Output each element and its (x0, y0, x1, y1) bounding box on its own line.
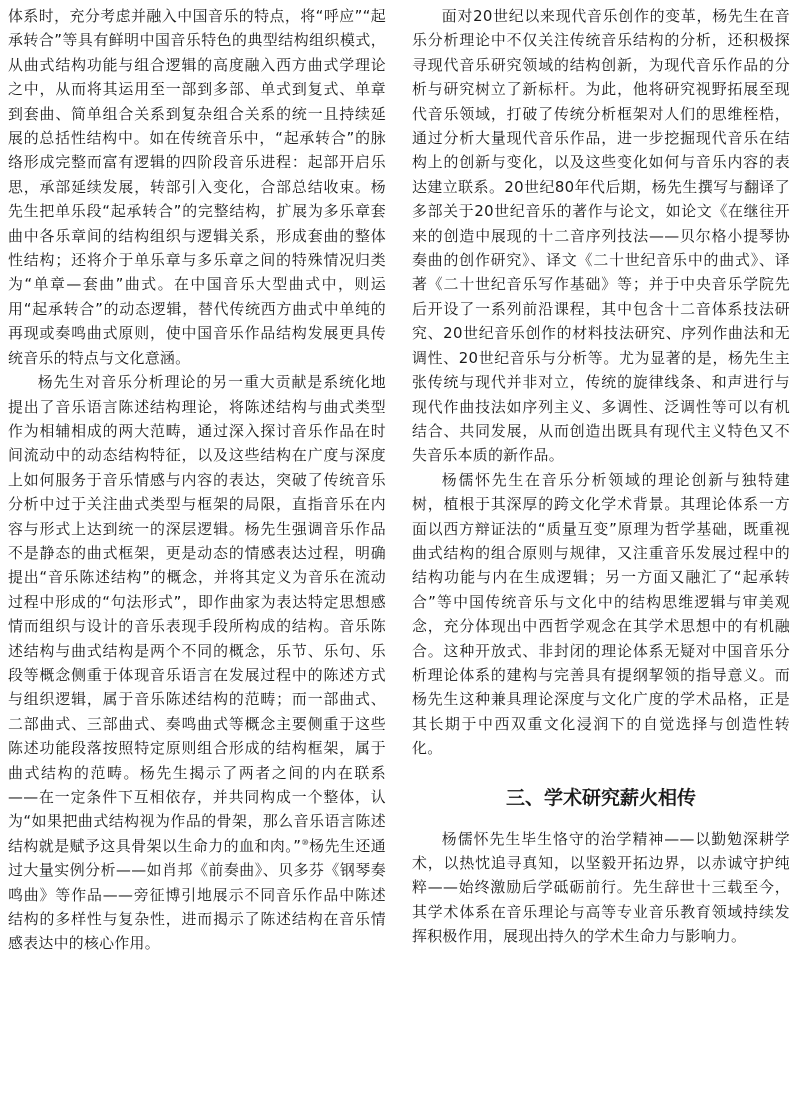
paragraph-theory-innovation: 杨儒怀先生在音乐分析领域的理论创新与独特建树，植根于其深厚的跨文化学术背景。其理论体系一方面以西方辩证法的“质量互变”原理为哲学基础，既重视曲式结构的组合原则与规律，又注重音乐发展过程中的结构功能与内在生成逻辑；另一方面又融汇了“起承转合”等中国传统音乐与文化中的结构思维逻辑与审美观念，充分体现出中西哲学观念在其学术思想中的有机融合。这种开放式、非封闭的理论体系无疑对中国音乐分析理论体系的建构与完善具有提纲挈领的指导意义。而杨先生这种兼具理论深度与文化广度的学术品格，正是其长期于中西双重文化浸润下的自觉选择与创造性转化。 (412, 470, 790, 758)
paragraph-legacy: 杨儒怀先生毕生恪守的治学精神——以勤勉深耕学术，以热忱追寻真知，以坚毅开拓边界，以赤诚守护纯粹——始终激励后学砥砺前行。先生辞世十三载至今，其学术体系在音乐理论与高等专业音乐教育领域持续发挥积极作用，展现出持久的学术生命力与影响力。 (412, 829, 790, 946)
paragraph-modern-music: 面对20世纪以来现代音乐创作的变革，杨先生在音乐分析理论中不仅关注传统音乐结构的分析，还积极探寻现代音乐研究领域的结构创新，为现代音乐作品的分析与研究树立了新标杆。为此，他将研究视野拓展至现代音乐领域，打破了传统分析框架对人们的思维桎梏，通过分析大量现代音乐作品，进一步挖掘现代音乐在结构上的创新与变化，以及这些变化如何与音乐内容的表达建立联系。20世纪80年代后期，杨先生撰写与翻译了多部关于20世纪音乐的著作与论文，如论文《在继往开来的创造中展现的十二音序列技法——贝尔格小提琴协奏曲的创作研究》、译文《二十世纪音乐中的曲式》、译著《二十世纪音乐写作基础》等；并于中央音乐学院先后开设了一系列前沿课程，其中包含十二音体系技法研究、20世纪音乐创作的材料技法研究、序列作曲法和无调性、20世纪音乐与分析等。尤为显著的是，杨先生主张传统与现代并非对立，传统的旋律线条、和声进行与现代作曲技法如序列主义、多调性、泛调性等可以有机结合、共同发展，从而创造出既具有现代主义特色又不失音乐本质的新作品。 (412, 7, 790, 465)
left-column (8, 4, 386, 1104)
footnote-marker: ⑩ (301, 837, 310, 847)
paragraph-text-continued: 杨先生还通过大量实例分析——如肖邦《前奏曲》、贝多芬《钢琴奏鸣曲》等作品——旁征博引地展示不同音乐作品中陈述结构的多样性与复杂性，进而揭示了陈述结构在音乐情感表达中的核心作用。 (8, 836, 386, 953)
right-column (412, 4, 790, 1104)
paragraph-statement-structure (8, 370, 386, 956)
paragraph-text: 杨先生对音乐分析理论的另一重大贡献是系统化地提出了音乐语言陈述结构理论，将陈述结构与曲式类型作为相辅相成的两大范畴，通过深入探讨音乐作品在时间流动中的动态结构特征，以及这些结构在广度与深度上如何服务于音乐情感与内容的表达，突破了传统音乐分析中过于关注曲式类型与框架的局限，直指音乐在内容与形式上达到统一的深层逻辑。杨先生强调音乐作品不是静态的曲式框架，更是动态的情感表达过程，明确提出“音乐陈述结构”的概念，并将其定义为音乐在流动过程中形成的“句法形式”，即作曲家为表达特定思想感情而组织与设计的音乐表现手段所构成的结构。音乐陈述结构与曲式结构是两个不同的概念，乐节、乐句、乐段等概念侧重于体现音乐语言在发展过程中的陈述方式与组织逻辑，属于音乐陈述结构的范畴；而一部曲式、二部曲式、三部曲式、奏鸣曲式等概念主要侧重于这些陈述功能段落按照特定原则组合形成的结构框架，属于曲式结构的范畴。杨先生揭示了两者之间的内在联系——在一定条件下互相依存，并共同构成一个整体，认为“如果把曲式结构视为作品的骨架，那么音乐语言陈述结构就是赋予这具骨架以生命力的血和肉。” (8, 373, 386, 855)
section-heading: 三、学术研究薪火相传 (505, 786, 696, 809)
paragraph-continued: 体系时，充分考虑并融入中国音乐的特点，将“呼应”“起承转合”等具有鲜明中国音乐特色的典型结构组织模式，从曲式结构功能与组合逻辑的高度融入西方曲式学理论之中，从而将其运用至一部到多部、单式到复式、单章到套曲、简单组合关系到复杂组合关系的统一且持续延展的总括性结构中。如在传统音乐中，“起承转合”的脉络形成完整而富有逻辑的四阶段音乐进程：起部开启乐思，承部延续发展，转部引入变化，合部总结收束。杨先生把单乐段“起承转合”的完整结构，扩展为多乐章套曲中各乐章间的结构组织与逻辑关系，形成套曲的整体性结构；还将介于单乐章与多乐章之间的特殊情况归类为“单章—套曲”曲式。在中国音乐大型曲式中，则运用“起承转合”的动态逻辑，替代传统西方曲式中单纯的再现或奏鸣曲式原则，使中国音乐作品结构发展更具传统音乐的特点与文化意涵。 (8, 7, 386, 367)
